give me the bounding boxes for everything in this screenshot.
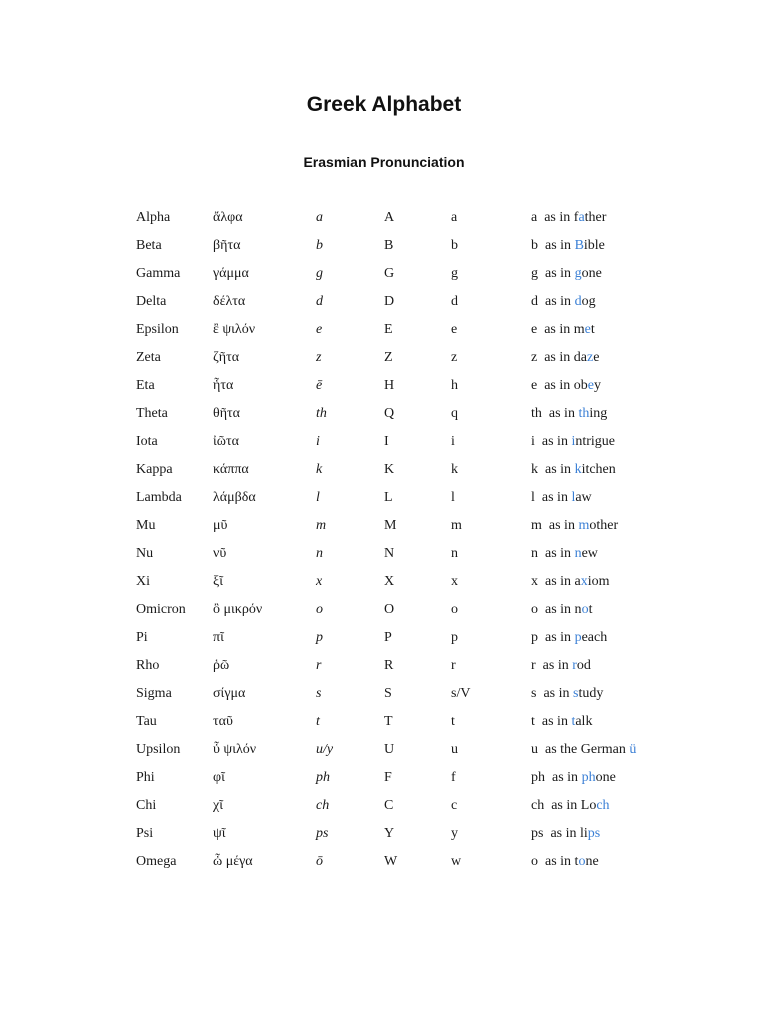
pronunciation-gap xyxy=(538,602,545,617)
letter-uppercase: Z xyxy=(384,350,393,365)
letter-transliteration: ch xyxy=(316,798,330,813)
pronunciation-gap xyxy=(538,238,545,253)
pronunciation-prefix: as in n xyxy=(545,602,582,617)
letter-greek-name: ὂ μικρόν xyxy=(213,602,263,617)
letter-lowercase: g xyxy=(451,266,458,281)
pronunciation-highlight: e xyxy=(587,378,594,393)
pronunciation-highlight: o xyxy=(581,602,589,617)
letter-lowercase: o xyxy=(451,602,458,617)
pronunciation-sound: o xyxy=(531,602,538,617)
alphabet-row xyxy=(0,568,768,596)
letter-pronunciation xyxy=(531,820,600,848)
letter-greek-name: ὖ ψιλόν xyxy=(213,742,257,757)
pronunciation-sound: z xyxy=(531,350,538,365)
pronunciation-sound: ch xyxy=(531,798,545,813)
letter-name: Theta xyxy=(136,406,168,421)
letter-uppercase: X xyxy=(384,574,395,589)
letter-transliteration: n xyxy=(316,546,323,561)
letter-uppercase: O xyxy=(384,602,395,617)
letter-greek-name: θῆτα xyxy=(213,406,240,421)
letter-uppercase: D xyxy=(384,294,395,309)
alphabet-row xyxy=(0,848,768,876)
letter-greek-name: χῖ xyxy=(213,798,223,813)
letter-transliteration: x xyxy=(316,574,323,589)
pronunciation-sound: k xyxy=(531,462,538,477)
pronunciation-gap xyxy=(535,490,542,505)
alphabet-row xyxy=(0,456,768,484)
pronunciation-prefix: as in xyxy=(545,266,575,281)
pronunciation-prefix: as in xyxy=(545,546,575,561)
alphabet-row xyxy=(0,316,768,344)
page-title: Greek Alphabet xyxy=(306,93,462,116)
letter-uppercase: E xyxy=(384,322,393,337)
letter-pronunciation xyxy=(531,512,618,540)
pronunciation-sound: s xyxy=(531,686,537,701)
letter-lowercase: z xyxy=(451,350,458,365)
letter-pronunciation xyxy=(531,456,616,484)
pronunciation-prefix: as in a xyxy=(545,574,581,589)
pronunciation-sound: n xyxy=(531,546,538,561)
letter-lowercase: e xyxy=(451,322,458,337)
letter-transliteration: ē xyxy=(316,378,323,393)
letter-uppercase: U xyxy=(384,742,395,757)
pronunciation-sound: u xyxy=(531,742,538,757)
letter-lowercase: h xyxy=(451,378,458,393)
pronunciation-highlight: ü xyxy=(629,742,637,757)
pronunciation-highlight: d xyxy=(574,294,582,309)
letter-transliteration: ō xyxy=(316,854,323,869)
pronunciation-gap xyxy=(535,434,542,449)
letter-pronunciation xyxy=(531,288,596,316)
alphabet-row xyxy=(0,344,768,372)
pronunciation-prefix: as in li xyxy=(550,826,588,841)
pronunciation-prefix: as in xyxy=(541,434,572,449)
letter-name: Chi xyxy=(136,798,157,813)
letter-greek-name: ζῆτα xyxy=(213,350,240,365)
pronunciation-prefix: as in xyxy=(552,770,582,785)
letter-name: Alpha xyxy=(136,210,171,225)
pronunciation-suffix: iom xyxy=(587,574,610,589)
letter-uppercase: S xyxy=(384,686,392,701)
letter-uppercase: R xyxy=(384,658,394,673)
pronunciation-sound: l xyxy=(531,490,535,505)
letter-name: Nu xyxy=(136,546,154,561)
letter-uppercase: C xyxy=(384,798,394,813)
pronunciation-gap xyxy=(542,518,549,533)
alphabet-row xyxy=(0,596,768,624)
letter-pronunciation xyxy=(531,764,616,792)
pronunciation-prefix: as in xyxy=(548,518,579,533)
pronunciation-suffix: e xyxy=(593,350,600,365)
pronunciation-suffix: y xyxy=(594,378,601,393)
letter-lowercase: l xyxy=(451,490,455,505)
letter-pronunciation xyxy=(531,792,610,820)
letter-pronunciation xyxy=(531,484,592,512)
letter-pronunciation xyxy=(531,736,636,764)
pronunciation-gap xyxy=(538,462,545,477)
alphabet-row xyxy=(0,708,768,736)
pronunciation-sound: b xyxy=(531,238,538,253)
letter-pronunciation xyxy=(531,652,591,680)
letter-greek-name: σίγμα xyxy=(213,686,246,701)
alphabet-row xyxy=(0,764,768,792)
pronunciation-prefix: as in da xyxy=(544,350,587,365)
letter-transliteration: s xyxy=(316,686,322,701)
letter-pronunciation xyxy=(531,400,607,428)
pronunciation-suffix: ther xyxy=(584,210,607,225)
letter-pronunciation xyxy=(531,540,598,568)
letter-uppercase: G xyxy=(384,266,395,281)
alphabet-row xyxy=(0,484,768,512)
letter-uppercase: B xyxy=(384,238,394,253)
pronunciation-suffix: one xyxy=(581,266,602,281)
letter-pronunciation xyxy=(531,596,592,624)
pronunciation-highlight: s xyxy=(573,686,579,701)
pronunciation-prefix: as in xyxy=(545,238,575,253)
letter-pronunciation xyxy=(531,344,599,372)
pronunciation-suffix: alk xyxy=(575,714,593,729)
letter-transliteration: g xyxy=(316,266,323,281)
alphabet-row xyxy=(0,540,768,568)
letter-lowercase: r xyxy=(451,658,456,673)
pronunciation-highlight: i xyxy=(571,434,576,449)
letter-name: Sigma xyxy=(136,686,172,701)
letter-transliteration: o xyxy=(316,602,323,617)
alphabet-table xyxy=(0,204,768,876)
letter-uppercase: K xyxy=(384,462,395,477)
pronunciation-sound: th xyxy=(531,406,542,421)
pronunciation-gap xyxy=(542,406,549,421)
letter-pronunciation xyxy=(531,624,607,652)
letter-greek-name: ἒ ψιλόν xyxy=(213,322,256,337)
letter-transliteration: t xyxy=(316,714,320,729)
pronunciation-sound: e xyxy=(531,378,538,393)
pronunciation-gap xyxy=(545,770,552,785)
pronunciation-highlight: B xyxy=(574,238,584,253)
letter-name: Kappa xyxy=(136,462,173,477)
letter-pronunciation xyxy=(531,260,602,288)
letter-uppercase: T xyxy=(384,714,393,729)
letter-transliteration: d xyxy=(316,294,323,309)
letter-greek-name: ῥῶ xyxy=(213,658,230,673)
letter-uppercase: H xyxy=(384,378,395,393)
letter-lowercase: f xyxy=(451,770,456,785)
pronunciation-sound: ps xyxy=(531,826,544,841)
letter-greek-name: γάμμα xyxy=(213,266,249,281)
letter-transliteration: k xyxy=(316,462,323,477)
alphabet-row xyxy=(0,288,768,316)
pronunciation-prefix: as in xyxy=(548,406,579,421)
pronunciation-prefix: as in xyxy=(545,630,575,645)
letter-uppercase: Y xyxy=(384,826,395,841)
letter-greek-name: λάμβδα xyxy=(213,490,256,505)
letter-transliteration: th xyxy=(316,406,327,421)
pronunciation-highlight: o xyxy=(578,854,586,869)
letter-transliteration: u/y xyxy=(316,742,334,757)
pronunciation-highlight: t xyxy=(571,714,576,729)
pronunciation-gap xyxy=(538,742,545,757)
alphabet-row xyxy=(0,400,768,428)
letter-transliteration: p xyxy=(316,630,323,645)
pronunciation-sound: d xyxy=(531,294,538,309)
letter-name: Psi xyxy=(136,826,154,841)
pronunciation-suffix: ntrigue xyxy=(575,434,615,449)
pronunciation-highlight: r xyxy=(572,658,577,673)
pronunciation-suffix: tudy xyxy=(578,686,604,701)
letter-name: Pi xyxy=(136,630,148,645)
letter-greek-name: πῖ xyxy=(213,630,224,645)
letter-uppercase: A xyxy=(384,210,395,225)
alphabet-row xyxy=(0,652,768,680)
letter-name: Iota xyxy=(136,434,158,449)
letter-pronunciation xyxy=(531,204,606,232)
pronunciation-gap xyxy=(538,546,545,561)
pronunciation-sound: e xyxy=(531,322,538,337)
letter-lowercase: b xyxy=(451,238,458,253)
letter-greek-name: ψῖ xyxy=(213,826,226,841)
letter-lowercase: y xyxy=(451,826,458,841)
pronunciation-suffix: other xyxy=(589,518,619,533)
letter-name: Omicron xyxy=(136,602,186,617)
pronunciation-sound: t xyxy=(531,714,535,729)
pronunciation-suffix: od xyxy=(576,658,591,673)
pronunciation-sound: g xyxy=(531,266,538,281)
pronunciation-highlight: ps xyxy=(587,826,601,841)
letter-greek-name: δέλτα xyxy=(213,294,246,309)
pronunciation-prefix: as in t xyxy=(545,854,579,869)
letter-transliteration: m xyxy=(316,518,327,533)
letter-lowercase: q xyxy=(451,406,458,421)
letter-pronunciation xyxy=(531,372,601,400)
pronunciation-highlight: z xyxy=(586,350,594,365)
alphabet-row xyxy=(0,512,768,540)
letter-lowercase: d xyxy=(451,294,458,309)
pronunciation-suffix: t xyxy=(590,322,595,337)
letter-name: Epsilon xyxy=(136,322,179,337)
pronunciation-prefix: as in xyxy=(545,462,575,477)
pronunciation-highlight: th xyxy=(578,406,590,421)
pronunciation-prefix: as in Lo xyxy=(551,798,597,813)
letter-transliteration: l xyxy=(316,490,320,505)
letter-lowercase: p xyxy=(451,630,458,645)
alphabet-row xyxy=(0,260,768,288)
pronunciation-suffix: aw xyxy=(575,490,592,505)
letter-lowercase: a xyxy=(451,210,458,225)
letter-greek-name: βῆτα xyxy=(213,238,241,253)
pronunciation-prefix: as in xyxy=(541,714,572,729)
pronunciation-suffix: each xyxy=(581,630,608,645)
pronunciation-highlight: e xyxy=(584,322,591,337)
pronunciation-prefix: as in ob xyxy=(544,378,588,393)
letter-name: Gamma xyxy=(136,266,181,281)
pronunciation-prefix: as in m xyxy=(544,322,585,337)
letter-greek-name: ἦτα xyxy=(213,378,234,393)
letter-name: Lambda xyxy=(136,490,182,505)
letter-uppercase: Q xyxy=(384,406,395,421)
pronunciation-sound: i xyxy=(531,434,535,449)
pronunciation-prefix: as in xyxy=(545,294,575,309)
pronunciation-gap xyxy=(538,294,545,309)
letter-pronunciation xyxy=(531,848,599,876)
letter-transliteration: z xyxy=(316,350,322,365)
alphabet-row xyxy=(0,680,768,708)
letter-greek-name: ταῦ xyxy=(213,714,233,729)
letter-greek-name: ἄλφα xyxy=(213,210,243,225)
letter-lowercase: n xyxy=(451,546,458,561)
pronunciation-highlight: a xyxy=(578,210,585,225)
letter-name: Delta xyxy=(136,294,167,309)
letter-name: Upsilon xyxy=(136,742,181,757)
letter-greek-name: μῦ xyxy=(213,518,228,533)
letter-lowercase: i xyxy=(451,434,455,449)
letter-transliteration: e xyxy=(316,322,323,337)
pronunciation-sound: x xyxy=(531,574,538,589)
letter-uppercase: M xyxy=(384,518,397,533)
letter-greek-name: ὦ μέγα xyxy=(213,854,253,869)
pronunciation-prefix: as in xyxy=(541,490,572,505)
letter-transliteration: r xyxy=(316,658,322,673)
letter-name: Rho xyxy=(136,658,160,673)
pronunciation-gap xyxy=(538,854,545,869)
pronunciation-suffix: one xyxy=(595,770,616,785)
letter-lowercase: x xyxy=(451,574,458,589)
alphabet-row xyxy=(0,736,768,764)
letter-uppercase: P xyxy=(384,630,392,645)
letter-name: Omega xyxy=(136,854,177,869)
pronunciation-highlight: g xyxy=(574,266,582,281)
pronunciation-prefix: as in f xyxy=(544,210,579,225)
pronunciation-sound: ph xyxy=(531,770,545,785)
pronunciation-sound: o xyxy=(531,854,538,869)
letter-transliteration: ph xyxy=(316,770,330,785)
letter-pronunciation xyxy=(531,232,605,260)
pronunciation-highlight: m xyxy=(578,518,590,533)
pronunciation-suffix: ew xyxy=(581,546,598,561)
letter-transliteration: a xyxy=(316,210,323,225)
pronunciation-highlight: n xyxy=(574,546,582,561)
pronunciation-gap xyxy=(535,714,542,729)
pronunciation-highlight: p xyxy=(574,630,582,645)
letter-lowercase: c xyxy=(451,798,458,813)
alphabet-row xyxy=(0,204,768,232)
letter-lowercase: m xyxy=(451,518,462,533)
pronunciation-suffix: itchen xyxy=(581,462,616,477)
letter-uppercase: L xyxy=(384,490,393,505)
letter-name: Tau xyxy=(136,714,157,729)
alphabet-row xyxy=(0,792,768,820)
letter-lowercase: w xyxy=(451,854,462,869)
pronunciation-sound: m xyxy=(531,518,542,533)
letter-lowercase: k xyxy=(451,462,458,477)
alphabet-row xyxy=(0,624,768,652)
pronunciation-highlight: ch xyxy=(596,798,610,813)
letter-pronunciation xyxy=(531,680,603,708)
letter-transliteration: i xyxy=(316,434,320,449)
pronunciation-suffix: ne xyxy=(585,854,599,869)
alphabet-row xyxy=(0,372,768,400)
letter-greek-name: κάππα xyxy=(213,462,249,477)
letter-lowercase: u xyxy=(451,742,458,757)
pronunciation-suffix: t xyxy=(588,602,593,617)
letter-name: Phi xyxy=(136,770,155,785)
alphabet-row xyxy=(0,820,768,848)
letter-name: Zeta xyxy=(136,350,161,365)
letter-pronunciation xyxy=(531,568,610,596)
pronunciation-highlight: k xyxy=(574,462,582,477)
page-subtitle: Erasmian Pronunciation xyxy=(303,154,465,170)
letter-name: Eta xyxy=(136,378,155,393)
pronunciation-gap xyxy=(538,630,545,645)
pronunciation-suffix: og xyxy=(581,294,596,309)
letter-name: Xi xyxy=(136,574,150,589)
pronunciation-prefix: as the German xyxy=(545,742,630,757)
letter-name: Mu xyxy=(136,518,156,533)
pronunciation-sound: p xyxy=(531,630,538,645)
letter-greek-name: ἰῶτα xyxy=(213,434,239,449)
pronunciation-sound: r xyxy=(531,658,536,673)
pronunciation-gap xyxy=(538,574,545,589)
pronunciation-highlight: l xyxy=(571,490,576,505)
letter-pronunciation xyxy=(531,428,615,456)
pronunciation-prefix: as in xyxy=(542,658,573,673)
letter-uppercase: N xyxy=(384,546,395,561)
alphabet-row xyxy=(0,428,768,456)
pronunciation-gap xyxy=(536,658,543,673)
pronunciation-suffix: ing xyxy=(589,406,608,421)
letter-greek-name: ξῖ xyxy=(213,574,224,589)
letter-transliteration: b xyxy=(316,238,323,253)
letter-lowercase: s/V xyxy=(451,686,471,701)
letter-lowercase: t xyxy=(451,714,455,729)
pronunciation-highlight: x xyxy=(580,574,588,589)
alphabet-row xyxy=(0,232,768,260)
letter-uppercase: W xyxy=(384,854,398,869)
pronunciation-suffix: ible xyxy=(583,238,605,253)
letter-greek-name: φῖ xyxy=(213,770,225,785)
letter-pronunciation xyxy=(531,708,592,736)
pronunciation-sound: a xyxy=(531,210,538,225)
letter-name: Beta xyxy=(136,238,162,253)
letter-pronunciation xyxy=(531,316,595,344)
letter-uppercase: F xyxy=(384,770,392,785)
pronunciation-gap xyxy=(538,266,545,281)
letter-greek-name: νῦ xyxy=(213,546,227,561)
letter-transliteration: ps xyxy=(316,826,329,841)
pronunciation-prefix: as in xyxy=(543,686,574,701)
pronunciation-highlight: ph xyxy=(581,770,596,785)
letter-uppercase: I xyxy=(384,434,389,449)
